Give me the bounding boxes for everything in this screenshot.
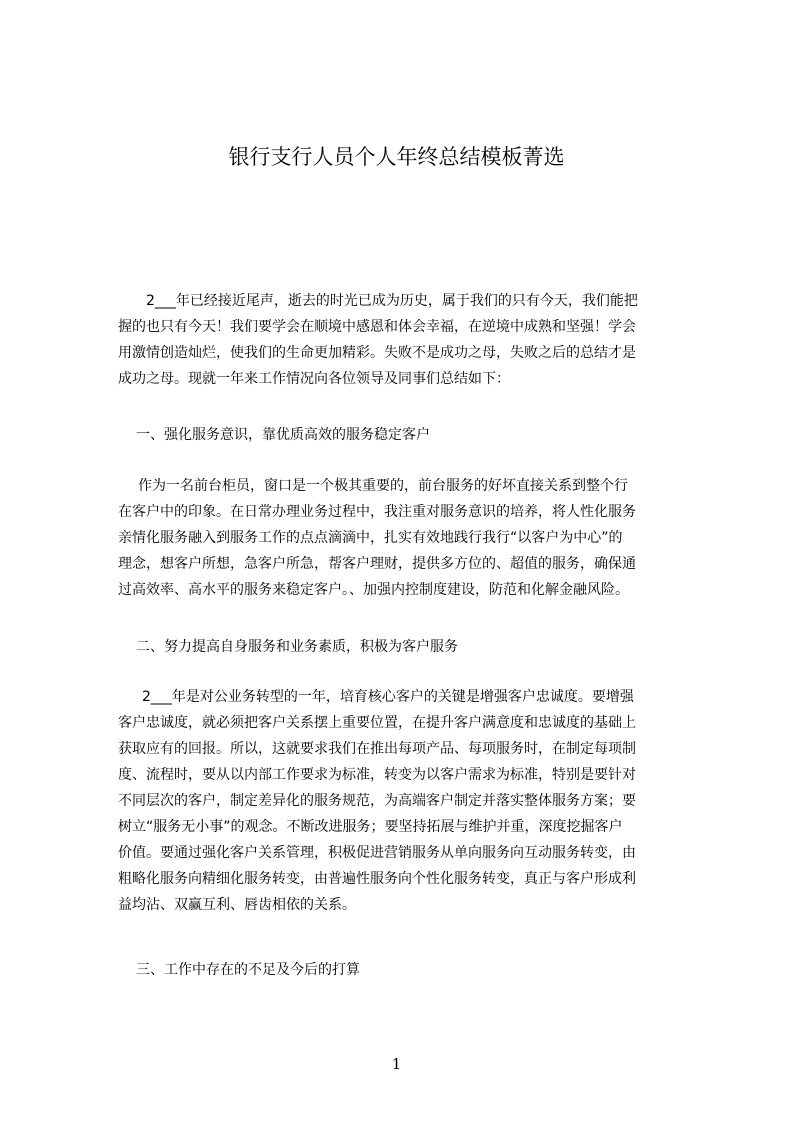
section-heading-2: 二、努力提高自身服务和业务素质，积极为客户服务: [136, 639, 458, 655]
paragraph-line: 亲情化服务融入到服务工作的点点滴滴中，扎实有效地践行我行“以客户为中心”的: [118, 530, 623, 546]
paragraph-line: 过高效率、高水平的服务来稳定客户。、加强内控制度建设，防范和化解金融风险。: [118, 582, 629, 598]
paragraph-line: 获取应有的回报。所以，这就要求我们在推出每项产品、每项服务时，在制定每项制: [118, 741, 636, 757]
paragraph-line: 度、流程时，要从以内部工作要求为标准，转变为以客户需求为标准，特别是要针对: [118, 767, 636, 783]
paragraph-line: 用激情创造灿烂，使我们的生命更加精彩。失败不是成功之母，失败之后的总结才是: [118, 345, 636, 361]
paragraph-line: 益均沾、双赢互利、唇齿相依的关系。: [118, 897, 356, 913]
page-number: 1: [391, 1055, 402, 1073]
paragraph-line: 不同层次的客户，制定差异化的服务规范，为高端客户制定并落实整体服务方案；要: [118, 793, 636, 809]
paragraph-line: 理念，想客户所想，急客户所急，帮客户理财，提供多方位的、超值的服务，确保通: [118, 556, 636, 572]
paragraph-line: 价值。要通过强化客户关系管理，积极促进营销服务从单向服务向互动服务转变，由: [118, 845, 636, 861]
document-title: 银行支行人员个人年终总结模板菁选: [228, 145, 565, 169]
section-2-paragraph: [118, 684, 700, 918]
paragraph-line: 握的也只有今天！我们要学会在顺境中感恩和体会幸福，在逆境中成熟和坚强！学会: [118, 319, 636, 335]
paragraph-line: 2___年是对公业务转型的一年，培育核心客户的关键是增强客户忠诚度。要增强: [142, 689, 634, 705]
paragraph-line: 客户忠诚度，就必须把客户关系摆上重要位置，在提升客户满意度和忠诚度的基础上: [118, 715, 636, 731]
paragraph-line: 树立“服务无小事”的观念。不断改进服务；要坚持拓展与维护并重，深度挖掘客户: [118, 819, 623, 835]
section-heading-1: 一、强化服务意识，靠优质高效的服务稳定客户: [136, 427, 430, 443]
paragraph-line: 成功之母。现就一年来工作情况向各位领导及同事们总结如下：: [118, 371, 510, 387]
intro-paragraph: [118, 288, 703, 392]
section-heading-3: 三、工作中存在的不足及今后的打算: [136, 962, 360, 978]
section-1-paragraph: [118, 473, 700, 603]
paragraph-line: 粗略化服务向精细化服务转变，由普遍性服务向个性化服务转变，真正与客户形成利: [118, 871, 636, 887]
paragraph-line: 在客户中的印象。在日常办理业务过程中，我注重对服务意识的培养，将人性化服务: [118, 504, 636, 520]
paragraph-line: 作为一名前台柜员，窗口是一个极其重要的，前台服务的好坏直接关系到整个行: [138, 478, 628, 494]
paragraph-line: 2___年已经接近尾声，逝去的时光已成为历史，属于我们的只有今天，我们能把: [146, 293, 638, 309]
